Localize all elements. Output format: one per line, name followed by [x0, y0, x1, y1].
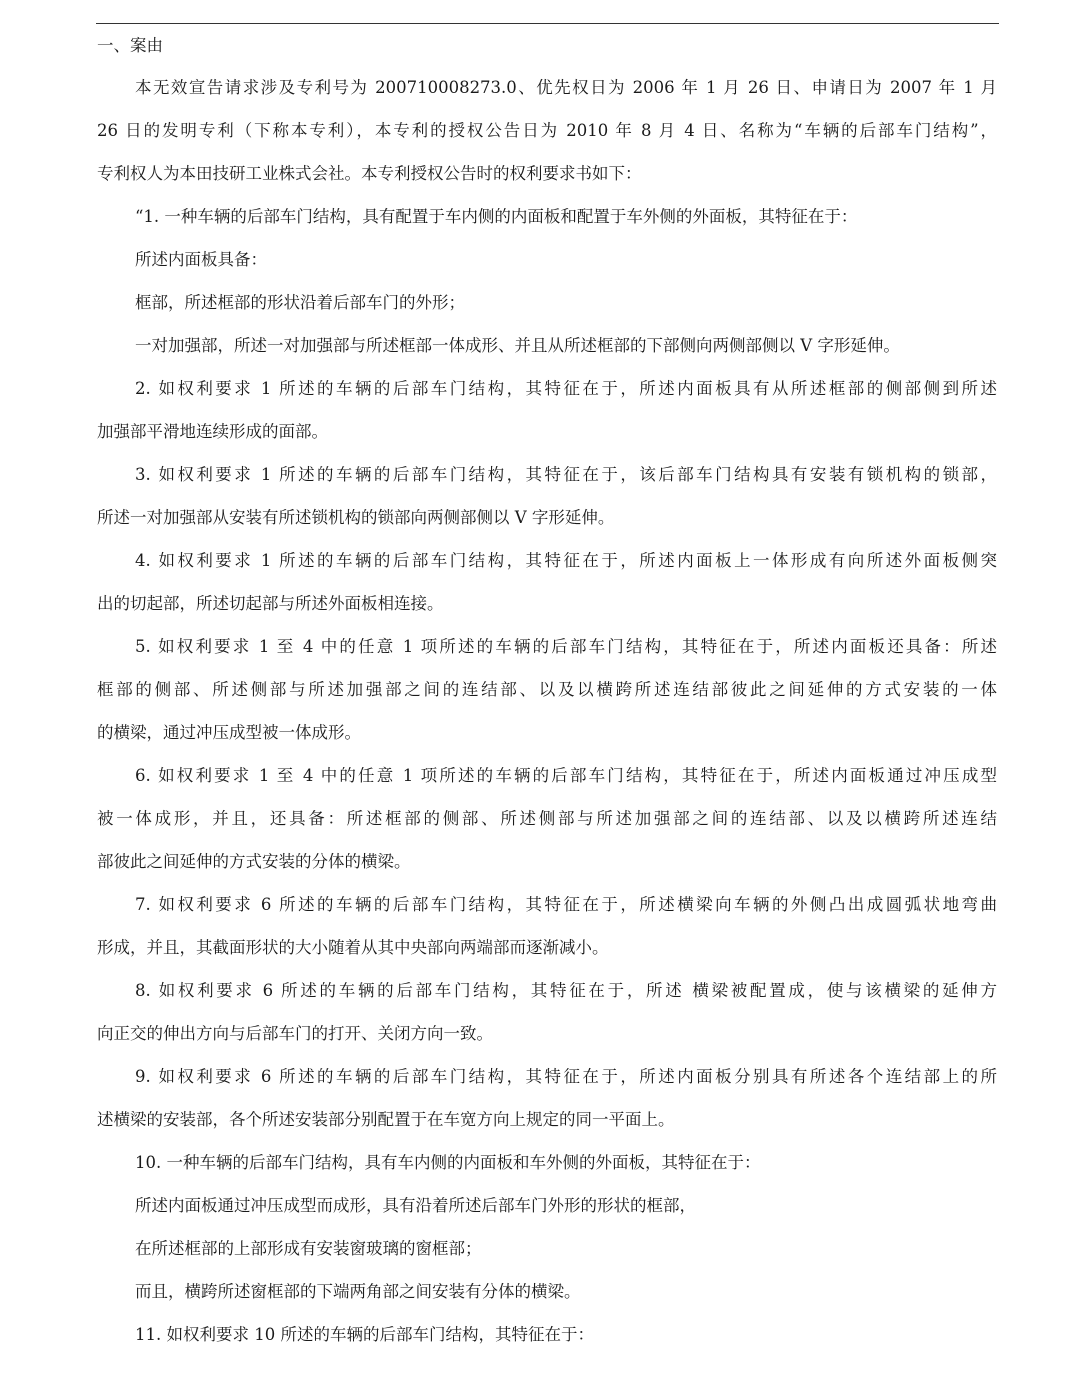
- header-rule: [96, 23, 999, 24]
- text-line: 在所述框部的上部形成有安装窗玻璃的窗框部；: [135, 1239, 482, 1258]
- text-line: 形成，并且，其截面形状的大小随着从其中央部向两端部而逐渐减小。: [97, 938, 609, 957]
- text-line: 加强部平滑地连续形成的面部。: [97, 422, 328, 441]
- claim-8: 8. 如权利要求 6 所述的车辆的后部车门结构，其特征在于，所述 横梁被配置成，使与该横梁的延伸方: [135, 981, 997, 1000]
- text-line: 述横梁的安装部，各个所述安装部分别配置于在车宽方向上规定的同一平面上。: [97, 1110, 675, 1129]
- claim-1: “1. 一种车辆的后部车门结构，具有配置于车内侧的内面板和配置于车外侧的外面板，其特征在于：: [135, 207, 858, 226]
- claim-11: 11. 如权利要求 10 所述的车辆的后部车门结构，其特征在于：: [135, 1325, 594, 1344]
- text-line: 出的切起部，所述切起部与所述外面板相连接。: [97, 594, 444, 613]
- claim-5: 5. 如权利要求 1 至 4 中的任意 1 项所述的车辆的后部车门结构，其特征在于，所述内面板还具备：所述: [135, 637, 997, 656]
- text-line: 框部的侧部、所述侧部与所述加强部之间的连结部、以及以横跨所述连结部彼此之间延伸的方式安装的一体: [97, 680, 997, 699]
- text-line: 框部，所述框部的形状沿着后部车门的外形；: [135, 293, 465, 312]
- text-line: 所述内面板具备：: [135, 250, 267, 269]
- text-line: 26 日的发明专利（下称本专利），本专利的授权公告日为 2010 年 8 月 4 日、名称为“车辆的后部车门结构”，: [97, 121, 997, 140]
- text-line: 部彼此之间延伸的方式安装的分体的横梁。: [97, 852, 411, 871]
- text-line: 本无效宣告请求涉及专利号为 200710008273.0、优先权日为 2006 年 1 月 26 日、申请日为 2007 年 1 月: [135, 78, 997, 97]
- claim-7: 7. 如权利要求 6 所述的车辆的后部车门结构，其特征在于，所述横梁向车辆的外侧凸出成圆弧状地弯曲: [135, 895, 997, 914]
- text-line: 所述一对加强部从安装有所述锁机构的锁部向两侧部侧以 V 字形延伸。: [97, 508, 615, 527]
- text-line: 所述内面板通过冲压成型而成形，具有沿着所述后部车门外形的形状的框部，: [135, 1196, 696, 1215]
- claim-3: 3. 如权利要求 1 所述的车辆的后部车门结构，其特征在于，该后部车门结构具有安装有锁机构的锁部，: [135, 465, 997, 484]
- text-line: 而且，横跨所述窗框部的下端两角部之间安装有分体的横梁。: [135, 1282, 581, 1301]
- claim-4: 4. 如权利要求 1 所述的车辆的后部车门结构，其特征在于，所述内面板上一体形成有向所述外面板侧突: [135, 551, 997, 570]
- claim-9: 9. 如权利要求 6 所述的车辆的后部车门结构，其特征在于，所述内面板分别具有所述各个连结部上的所: [135, 1067, 997, 1086]
- text-line: 向正交的伸出方向与后部车门的打开、关闭方向一致。: [97, 1024, 493, 1043]
- claim-10: 10. 一种车辆的后部车门结构，具有车内侧的内面板和车外侧的外面板，其特征在于：: [135, 1153, 761, 1172]
- text-line: 专利权人为本田技研工业株式会社。本专利授权公告时的权利要求书如下：: [97, 164, 642, 183]
- section-heading: 一、案由: [97, 36, 163, 55]
- claim-6: 6. 如权利要求 1 至 4 中的任意 1 项所述的车辆的后部车门结构，其特征在于，所述内面板通过冲压成型: [135, 766, 997, 785]
- text-line: 的横梁，通过冲压成型被一体成形。: [97, 723, 361, 742]
- claim-2: 2. 如权利要求 1 所述的车辆的后部车门结构，其特征在于，所述内面板具有从所述框部的侧部侧到所述: [135, 379, 997, 398]
- text-line: 被一体成形，并且，还具备：所述框部的侧部、所述侧部与所述加强部之间的连结部、以及以横跨所述连结: [97, 809, 997, 828]
- text-line: 一对加强部，所述一对加强部与所述框部一体成形、并且从所述框部的下部侧向两侧部侧以 V 字形延伸。: [135, 336, 900, 355]
